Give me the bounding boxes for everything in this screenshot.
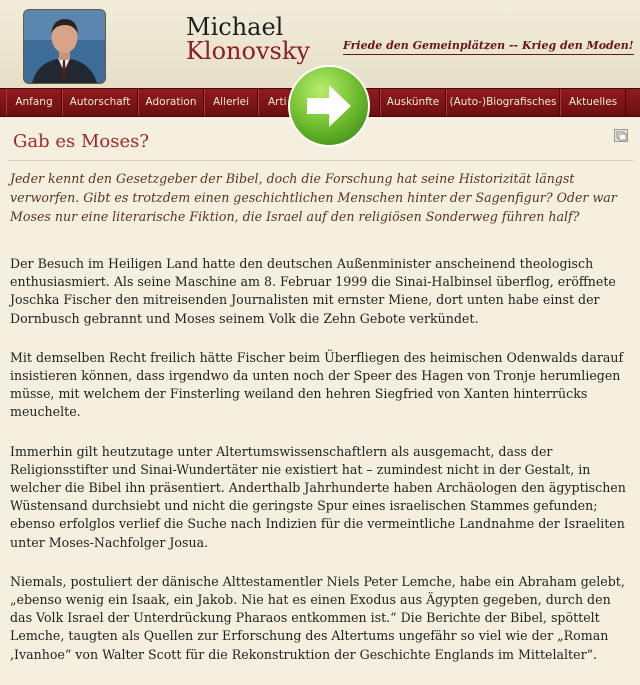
article-lead: Jeder kennt den Gesetzgeber der Bibel, doch die Forschung hat seine Historizität längst verworfen. Gibt es trotzdem einen geschichtlichen Menschen hinter der Sagenfigur? Oder war Moses nur eine literarische Fiktion, die Israel auf den religiösen Sonderweg führen half?	[10, 171, 617, 224]
author-photo[interactable]	[23, 9, 106, 84]
site-name-first[interactable]: Michael	[186, 13, 284, 41]
copy-icon[interactable]	[614, 127, 628, 140]
article-paragraph: Der Besuch im Heiligen Land hatte den deutschen Außenminister anscheinend theologisch enthusiasmiert. Als seine Maschine am 8. Februar 1999 die Sinai-Halbinsel überflog, eröffnete Joschka Fischer den mitreisenden Journalisten mit ernster Miene, dort unten habe einst der Dornbusch gebrannt und Moses seinem Volk die Zehn Gebote verkündet.	[10, 256, 616, 326]
forward-arrow-icon[interactable]	[287, 64, 371, 148]
nav-item-allerlei[interactable]: Allerlei	[204, 89, 258, 116]
article-paragraph: Immerhin gilt heutzutage unter Altertumswissenschaftlern als ausgemacht, dass der Religionsstifter und Sinai-Wundertäter nie existiert hat – zumindest nicht in der Gestalt, in welcher die Bibel ihn präsentiert. Anderthalb Jahrhunderte haben Archäologen den ägyptischen Wüstensand durchsiebt und nicht die geringste Spur eines israelischen Stammes gefunden; ebenso erfolglos verlief die Suche nach Indizien für die vermeintliche Landnahme der Israeliten unter Moses-Nachfolger Josua.	[10, 443, 626, 550]
nav-item-autorschaft[interactable]: Autorschaft	[62, 89, 138, 116]
article-title: Gab es Moses?	[13, 131, 150, 152]
article-paragraph: Niemals, postuliert der dänische Alttestamentler Niels Peter Lemche, habe ein Abraham gelebt, „ebenso wenig ein Isaak, ein Jakob. Nie hat es einen Exodus aus Ägypten gegeben, durch den das Volk Israel der Unterdrückung Pharaos entkommen ist.“ Die Berichte der Bibel, spöttelt Lemche, taugten als Quellen zur Erforschung des Altertums ungefähr so viel wie der „Roman ‚Ivanhoe“ von Walter Scott für die Rekonstruktion der Geschichte Englands im Mittelalter“.	[10, 573, 625, 662]
nav-item-autobiografisches[interactable]: (Auto-)Biografisches	[446, 89, 560, 116]
article-paragraph: Mit demselben Recht freilich hätte Fischer beim Überfliegen des heimischen Odenwalds darauf insistieren können, dass irgendwo da unten noch der Speer des Hagen von Tronje herumliegen müsse, mit welchem der Finsterling weiland den hehren Siegfried von Xanten hinterrücks meuchelte.	[10, 349, 624, 420]
nav-item-artikel[interactable]: Arti	[258, 89, 298, 116]
site-tagline: Friede den Gemeinplätzen -- Krieg den Moden!	[343, 39, 634, 55]
nav-item-auskuenfte[interactable]: Auskünfte	[380, 89, 446, 116]
nav-item-aktuelles[interactable]: Aktuelles	[560, 89, 626, 116]
article-body	[10, 255, 632, 685]
nav-item-anfang[interactable]: Anfang	[6, 89, 62, 116]
site-name-last[interactable]: Klonovsky	[186, 37, 310, 65]
nav-item-adoration[interactable]: Adoration	[138, 89, 204, 116]
title-divider	[8, 160, 634, 161]
